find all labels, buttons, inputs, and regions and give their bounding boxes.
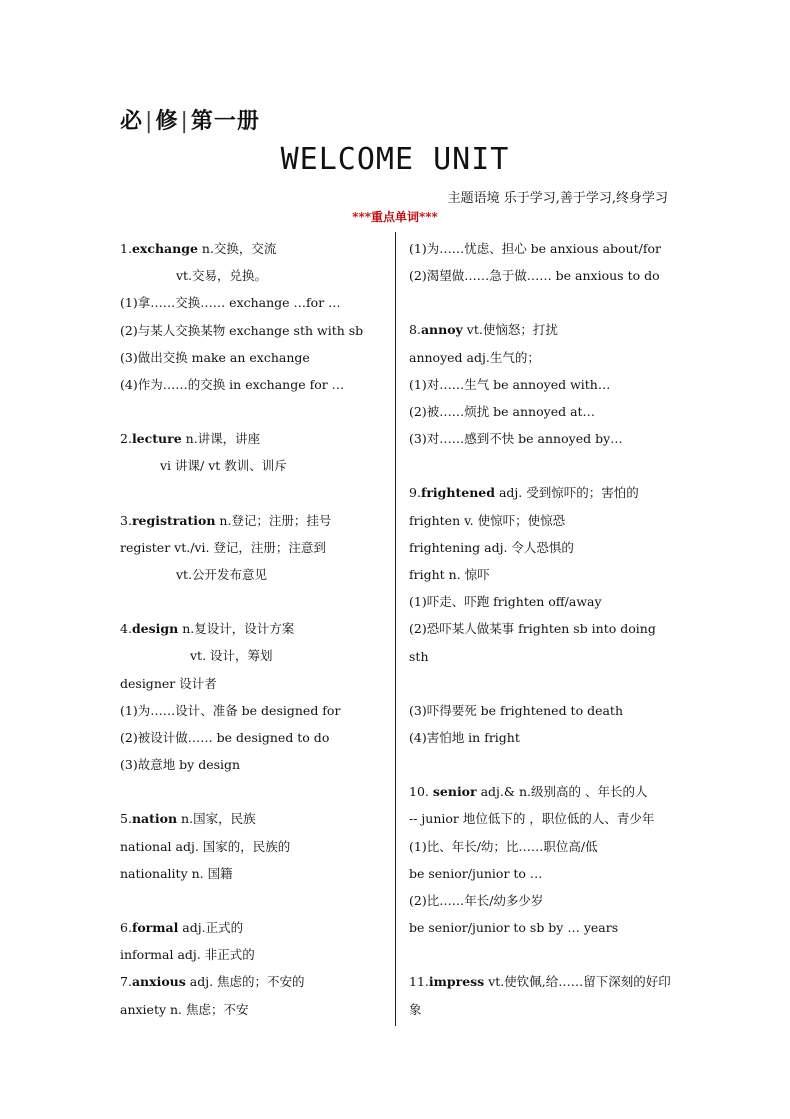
entry-line: (3)吓得要死 be frightened to death [409,702,623,718]
entry-line: (2)与某人交换某物 exchange sth with sb [120,322,364,338]
headword: exchange [131,241,198,256]
title-separator: | [145,109,154,134]
headword: frightened [420,485,495,501]
entry-line: (2)比……年长/幼多少岁 [409,893,544,909]
entry-line: (1)为……设计、准备 be designed for [120,702,341,718]
entry-number: 5. [120,811,132,827]
headword: annoy [420,322,463,338]
entry-number: 9. [409,485,421,501]
entry-line: informal adj. 非正式的 [120,947,255,963]
spacer [409,751,677,778]
entry-line: (1)对……生气 be annoyed with… [409,376,611,392]
title-separator: | [180,109,189,134]
definition: adj.正式的 [178,920,244,936]
entry-number: 4. [120,621,132,637]
spacer [409,452,677,479]
spacer [409,670,677,697]
headword: anxious [131,974,186,990]
definition: n.复设计，设计方案 [178,621,295,637]
entry-line: designer 设计者 [120,675,217,691]
entry-line: vt.交易，兑换。 [176,268,268,284]
spacer [409,289,677,316]
definition: n.讲课，讲座 [181,431,261,447]
spacer [120,398,382,425]
entry-heading [409,968,677,1022]
entry-line: (3)做出交换 make an exchange [120,349,310,365]
entry-heading [120,615,382,642]
book-title-part-3: 第一册 [190,109,260,134]
spacer [120,480,382,507]
entry-line: anxiety n. 焦虑；不安 [120,1001,249,1017]
entry-heading [409,778,677,805]
headword: lecture [131,431,182,447]
book-title-part-2: 修 [155,109,179,134]
spacer [120,588,382,615]
entry-line: -- junior 地位低下的 ，职位低的人、青少年 [409,811,655,827]
definition: n.登记；注册；挂号 [215,512,332,528]
entry-number: 1. [120,241,132,256]
entry-line: (3)对……感到不快 be annoyed by… [409,431,623,447]
book-title [120,104,260,135]
entry-line: (1)拿……交换…… exchange …for … [120,295,341,311]
entry-line: (2)被……烦扰 be annoyed at… [409,404,596,420]
book-title-part-1: 必 [120,109,144,134]
entry-number: 6. [120,920,132,936]
right-column [409,235,677,1023]
entry-line: (4)害怕地 in fright [409,730,520,746]
entry-line: fright n. 惊吓 [409,567,490,583]
entry-line: (2)被设计做…… be designed to do [120,730,330,746]
spacer [120,778,382,805]
entry-line: (1)为……忧虑、担心 be anxious about/for [409,241,661,256]
spacer [409,941,677,968]
headword: nation [131,811,178,827]
entry-line: nationality n. 国籍 [120,865,233,881]
entry-heading [120,914,382,941]
entry-heading [120,425,382,452]
headword: formal [131,920,179,936]
entry-heading [120,968,382,995]
entry-line: (1)吓走、吓跑 frighten off/away [409,594,602,610]
entry-line: national adj. 国家的，民族的 [120,838,291,854]
headword: senior [432,784,477,800]
section-title: ***重点单词*** [352,210,438,224]
entry-number: 11. [409,974,429,990]
entry-line: (2)渴望做……急于做…… be anxious to do [409,268,660,284]
entry-line: (1)比、年长/幼；比……职位高/低 [409,838,598,854]
entry-line: be senior/junior to … [409,865,543,881]
entry-number: 3. [120,512,132,528]
column-divider [395,232,396,1026]
entry-line: vi 讲课/ vt 教训、训斥 [160,458,287,474]
headword: impress [428,974,485,990]
definition: n.国家，民族 [177,811,256,827]
entry-line: vt. 设计，筹划 [190,648,273,664]
entry-line: register vt./vi. 登记，注册；注意到 [120,539,326,555]
entry-line: frightening adj. 令人恐惧的 [409,539,574,555]
entry-line: (3)故意地 by design [120,757,241,773]
entry-heading [120,507,382,534]
definition: vt.使恼怒；打扰 [462,322,558,338]
entry-heading [120,805,382,832]
entry-heading [120,235,382,262]
entry-line: annoyed adj.生气的； [409,349,540,365]
entry-line: frighten v. 使惊吓；使惊恐 [409,512,566,528]
entry-line: (4)作为……的交换 in exchange for … [120,377,345,393]
definition: adj. 焦虑的；不安的 [185,974,305,990]
entry-line: be senior/junior to sb by … years [409,920,619,936]
entry-number: 10. [409,784,433,800]
definition: vt.使钦佩,给……留下深刻的好印象 [409,974,671,1017]
entry-number: 2. [120,431,132,447]
definition: adj.& n.级别高的 、年长的人 [476,784,648,800]
definition: n.交换，交流 [197,241,277,256]
entry-number: 8. [409,322,421,338]
entry-line: (2)恐吓某人做某事 frighten sb into doing sth [409,621,656,664]
entry-heading [409,479,677,506]
entry-heading [409,316,677,343]
unit-title: WELCOME UNIT [280,142,510,177]
headword: design [131,621,179,637]
theme-context: 主题语境 乐于学习,善于学习,终身学习 [447,191,668,206]
spacer [120,887,382,914]
entry-line: vt.公开发布意见 [176,567,268,583]
headword: registration [131,512,216,528]
definition: adj. 受到惊吓的；害怕的 [495,485,639,501]
entry-number: 7. [120,974,132,990]
left-column [120,235,382,1023]
